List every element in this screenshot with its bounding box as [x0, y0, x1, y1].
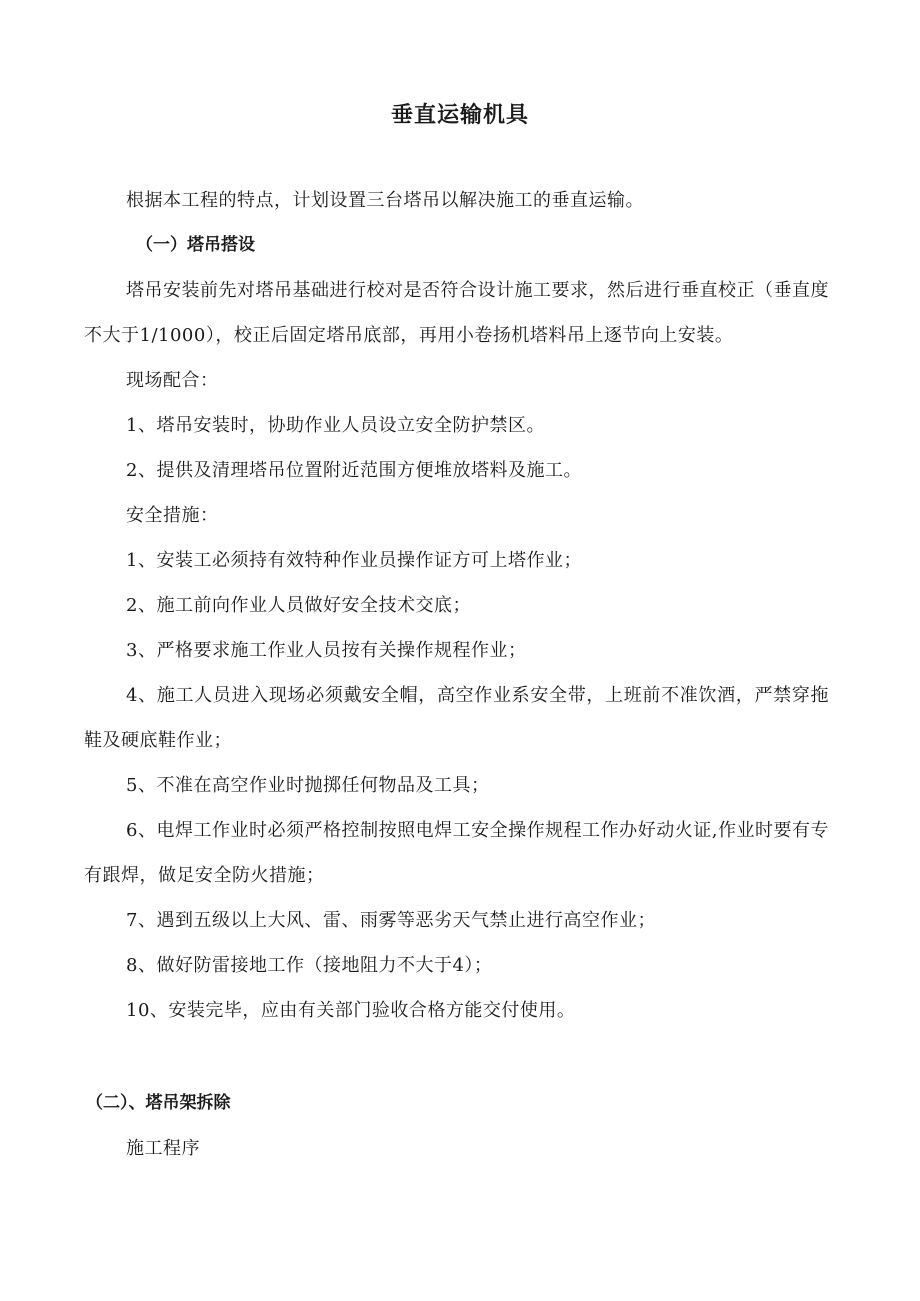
install-paragraph: 塔吊安装前先对塔吊基础进行校对是否符合设计施工要求，然后进行垂直校正（垂直度不大于1/1000），校正后固定塔吊底部，再用小卷扬机塔料吊上逐节向上安装。 [84, 280, 829, 346]
site-coordination-item: 2、提供及清理塔吊位置附近范围方便堆放塔料及施工。 [126, 460, 582, 481]
intro-paragraph: 根据本工程的特点，计划设置三台塔吊以解决施工的垂直运输。 [126, 190, 644, 211]
section-2-subheading: 施工程序 [126, 1138, 200, 1159]
safety-measure-item: 1、安装工必须持有效特种作业员操作证方可上塔作业； [126, 550, 582, 571]
safety-measure-item: 10、安装完毕，应由有关部门验收合格方能交付使用。 [126, 1000, 576, 1021]
safety-measure-item: 4、施工人员进入现场必须戴安全帽，高空作业系安全带，上班前不准饮酒，严禁穿拖鞋及硬底鞋作业； [84, 685, 829, 751]
safety-measure-item: 2、施工前向作业人员做好安全技术交底； [126, 595, 471, 616]
safety-measures-label: 安全措施： [126, 505, 219, 526]
safety-measure-item: 7、遇到五级以上大风、雷、雨雾等恶劣天气禁止进行高空作业； [126, 910, 656, 931]
section-2-heading: （二）、塔吊架拆除 [86, 1093, 231, 1113]
section-1-heading: （一）塔吊搭设 [136, 235, 255, 255]
safety-measure-item: 8、做好防雷接地工作（接地阻力不大于4）； [126, 955, 493, 976]
safety-measure-item: 3、严格要求施工作业人员按有关操作规程作业； [126, 640, 527, 661]
document-body [84, 178, 829, 1171]
safety-measure-item: 5、不准在高空作业时抛掷任何物品及工具； [126, 775, 490, 796]
site-coordination-item: 1、塔吊安装时，协助作业人员设立安全防护禁区。 [126, 415, 545, 436]
document-title: 垂直运输机具 [390, 103, 529, 128]
site-coordination-label: 现场配合： [126, 370, 219, 391]
safety-measure-item: 6、电焊工作业时必须严格控制按照电焊工安全操作规程工作办好动火证,作业时要有专有跟焊，做足安全防火措施； [84, 820, 829, 886]
